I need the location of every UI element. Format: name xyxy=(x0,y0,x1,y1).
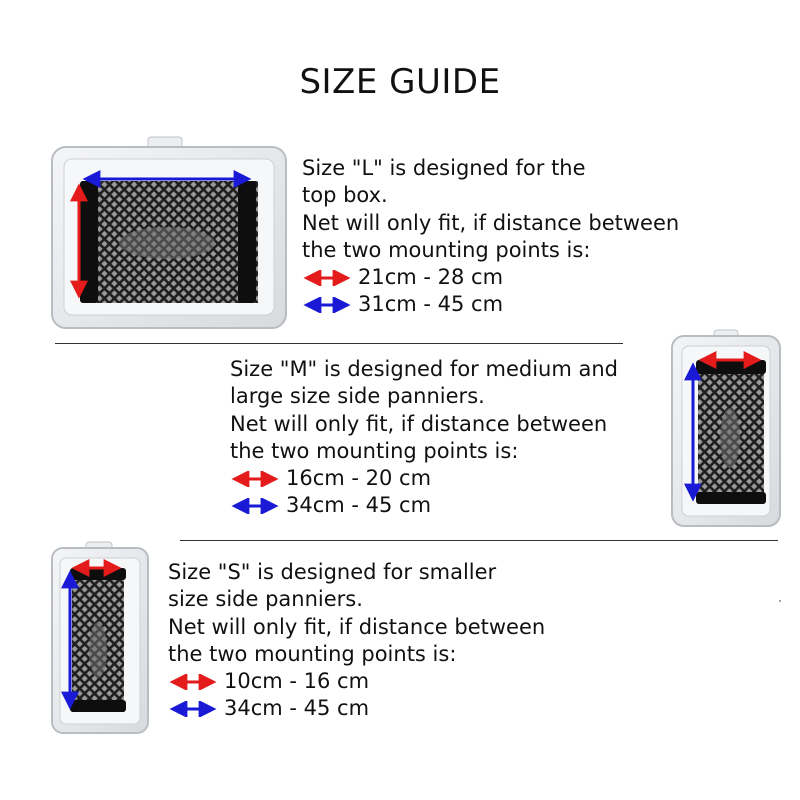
size-m-red-measure xyxy=(230,465,618,492)
size-l-red-range: 21cm - 28 cm xyxy=(358,265,504,290)
red-double-arrow-icon xyxy=(230,471,280,487)
size-l-description xyxy=(302,155,679,319)
size-s-line-1: Size "S" is designed for smaller xyxy=(168,560,497,584)
size-s-blue-range: 34cm - 45 cm xyxy=(224,696,370,721)
blue-double-arrow-icon xyxy=(168,701,218,717)
red-double-arrow-icon xyxy=(302,270,352,286)
size-s-red-range: 10cm - 16 cm xyxy=(224,669,370,694)
top-box-image-large xyxy=(50,135,288,330)
size-l-line-1: Size "L" is designed for the xyxy=(302,156,586,180)
divider-1 xyxy=(55,343,623,344)
size-l-line-2: top box. xyxy=(302,183,388,208)
size-s-line-3: Net will only fit, if distance between xyxy=(168,614,546,639)
size-s-line-4: the two mounting points is: xyxy=(168,641,457,666)
size-s-blue-measure xyxy=(168,695,545,722)
red-double-arrow-icon xyxy=(168,674,218,690)
size-s-description xyxy=(168,559,545,723)
size-l-red-measure xyxy=(302,264,679,291)
side-pannier-image-small xyxy=(50,540,150,735)
side-pannier-image-medium xyxy=(670,328,782,528)
size-m-line-3: Net will only fit, if distance between xyxy=(230,411,608,436)
blue-double-arrow-icon xyxy=(302,297,352,313)
size-m-line-2: large size side panniers. xyxy=(230,384,485,409)
size-s-line-2: size side panniers. xyxy=(168,587,363,612)
stray-dot xyxy=(779,600,781,602)
size-l-blue-range: 31cm - 45 cm xyxy=(358,292,504,317)
size-m-line-4: the two mounting points is: xyxy=(230,438,519,463)
size-m-red-range: 16cm - 20 cm xyxy=(286,466,432,491)
size-l-blue-measure xyxy=(302,291,679,318)
size-m-blue-measure xyxy=(230,492,618,519)
size-m-line-1: Size "M" is designed for medium and xyxy=(230,357,618,381)
blue-double-arrow-icon xyxy=(230,498,280,514)
size-s-red-measure xyxy=(168,668,545,695)
size-m-blue-range: 34cm - 45 cm xyxy=(286,493,432,518)
size-l-line-3: Net will only fit, if distance between xyxy=(302,210,680,235)
divider-2 xyxy=(180,540,778,541)
page-title: SIZE GUIDE xyxy=(299,62,501,102)
size-m-description xyxy=(230,356,618,520)
size-l-line-4: the two mounting points is: xyxy=(302,237,591,262)
